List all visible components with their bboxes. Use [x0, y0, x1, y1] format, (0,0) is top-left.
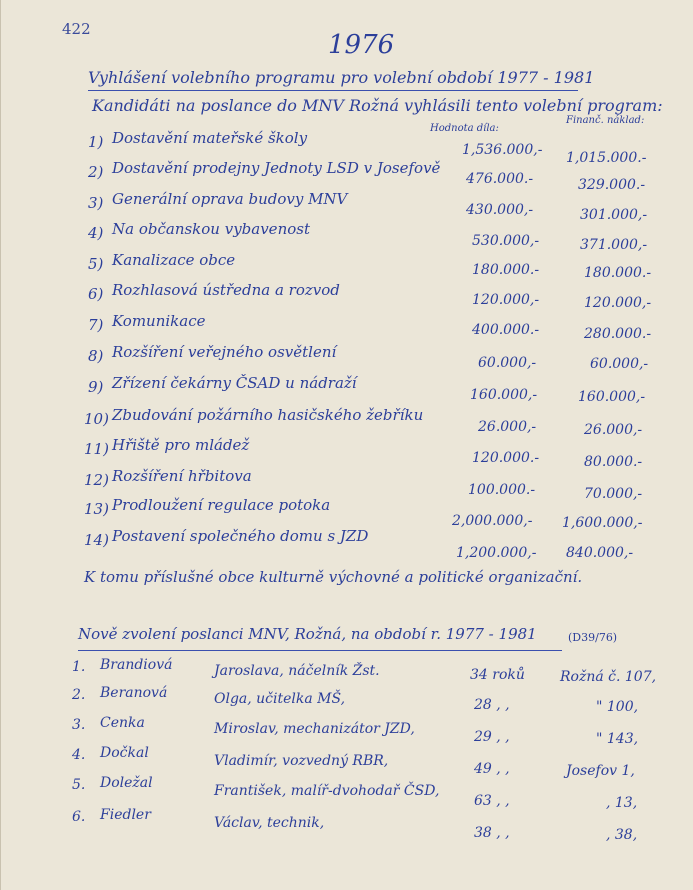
item-text: Na občanskou vybavenost: [112, 220, 310, 238]
member-address: " 100,: [596, 699, 639, 715]
item-cost: 329.000.-: [578, 177, 646, 193]
item-number: 3): [88, 194, 104, 212]
item-cost: 180.000.-: [584, 265, 652, 281]
item-number: 6): [88, 285, 104, 303]
item-text: Hřiště pro mládež: [112, 436, 250, 454]
item-text: Dostavění mateřské školy: [112, 129, 308, 147]
item-value: 120.000,-: [472, 292, 540, 308]
item-value: 476.000.-: [466, 171, 534, 187]
item-value: 26.000,-: [478, 419, 537, 435]
item-value: 400.000.-: [472, 322, 540, 338]
member-details: Vladimír, vozvedný RBR,: [214, 753, 389, 769]
member-age: 49 , ,: [474, 761, 510, 777]
item-number: 2): [88, 163, 104, 181]
item-text: Kanalizace obce: [112, 251, 236, 269]
item-number: 1): [88, 133, 104, 151]
member-details: Václav, technik,: [214, 815, 325, 831]
item-value: 2,000.000,-: [452, 513, 533, 529]
member-details: Jaroslava, náčelník Žst.: [214, 663, 380, 679]
member-address: , 38,: [606, 827, 638, 843]
item-number: 5): [88, 255, 104, 273]
item-value: 430.000,-: [466, 202, 534, 218]
item-text: Postavení společného domu s JZD: [112, 527, 369, 545]
item-value: 160.000,-: [470, 387, 538, 403]
column-header-value: Hodnota díla:: [430, 123, 499, 134]
item-number: 11): [84, 440, 109, 458]
item-cost: 1,600.000,-: [562, 515, 643, 531]
closing-line: K tomu příslušné obce kulturně výchovné a politické organizační.: [84, 568, 583, 586]
page-edge-line: [0, 0, 1, 890]
member-age: 34 roků: [470, 667, 525, 683]
members-reference-note: (D39/76): [568, 631, 618, 644]
member-number: 1.: [72, 659, 86, 675]
item-cost: 70.000,-: [584, 486, 643, 502]
member-surname: Fiedler: [100, 807, 151, 823]
item-cost: 26.000,-: [584, 422, 643, 438]
member-age: 28 , ,: [474, 697, 510, 713]
member-surname: Dočkal: [100, 745, 149, 761]
member-number: 3.: [72, 717, 86, 733]
member-address: , 13,: [606, 795, 638, 811]
member-age: 38 , ,: [474, 825, 510, 841]
item-number: 7): [88, 316, 104, 334]
year-heading: 1976: [328, 30, 395, 60]
member-age: 29 , ,: [474, 729, 510, 745]
item-text: Rozhlasová ústředna a rozvod: [112, 281, 340, 299]
member-number: 2.: [72, 687, 86, 703]
item-number: 9): [88, 378, 104, 396]
item-number: 4): [88, 224, 104, 242]
member-surname: Brandiová: [100, 657, 173, 673]
item-value: 1,536.000,-: [462, 142, 543, 158]
item-cost: 371.000,-: [580, 237, 648, 253]
item-text: Komunikace: [112, 312, 206, 330]
item-cost: 80.000.-: [584, 454, 643, 470]
item-cost: 60.000,-: [590, 356, 649, 372]
member-details: Olga, učitelka MŠ,: [214, 691, 346, 707]
program-heading: Vyhlášení volebního programu pro volební období 1977 - 1981: [88, 68, 595, 87]
page-number: 422: [62, 20, 91, 38]
item-cost: 160.000,-: [578, 389, 646, 405]
item-number: 14): [84, 531, 109, 549]
item-value: 120.000.-: [472, 450, 540, 466]
item-text: Generální oprava budovy MNV: [112, 190, 348, 208]
column-header-financial: Finanč. náklad:: [566, 115, 645, 126]
member-address: Josefov 1,: [566, 763, 635, 779]
item-value: 1,200.000,-: [456, 545, 537, 561]
heading-underline: [88, 90, 578, 91]
member-address: Rožná č. 107,: [560, 669, 657, 685]
item-text: Zbudování požárního hasičského žebříku: [112, 406, 424, 424]
item-text: Rozšíření veřejného osvětlení: [112, 343, 337, 361]
member-number: 6.: [72, 809, 86, 825]
item-cost: 840.000,-: [566, 545, 634, 561]
item-number: 12): [84, 471, 109, 489]
item-number: 8): [88, 347, 104, 365]
member-surname: Doležal: [100, 775, 153, 791]
item-number: 13): [84, 500, 109, 518]
member-surname: Beranová: [100, 685, 168, 701]
item-text: Rozšíření hřbitova: [112, 467, 252, 485]
member-details: František, malíř-dvohodař ČSD,: [214, 783, 440, 799]
members-heading: Nově zvolení poslanci MNV, Rožná, na období r. 1977 - 1981: [78, 625, 537, 643]
item-cost: 280.000.-: [584, 326, 652, 342]
member-age: 63 , ,: [474, 793, 510, 809]
member-details: Miroslav, mechanizátor JZD,: [214, 721, 415, 737]
program-subheading: Kandidáti na poslance do MNV Rožná vyhlásili tento volební program:: [92, 96, 663, 115]
item-cost: 1,015.000.-: [566, 150, 647, 166]
member-surname: Cenka: [100, 715, 145, 731]
item-value: 100.000.-: [468, 482, 536, 498]
item-value: 530.000,-: [472, 233, 540, 249]
item-value: 180.000.-: [472, 262, 540, 278]
item-text: Dostavění prodejny Jednoty LSD v Josefově: [112, 159, 441, 177]
item-cost: 120.000,-: [584, 295, 652, 311]
member-number: 5.: [72, 777, 86, 793]
item-cost: 301.000,-: [580, 207, 648, 223]
item-number: 10): [84, 410, 109, 428]
member-address: " 143,: [596, 731, 639, 747]
item-text: Prodloužení regulace potoka: [112, 496, 331, 514]
member-number: 4.: [72, 747, 86, 763]
members-heading-underline: [78, 650, 562, 651]
item-text: Zřízení čekárny ČSAD u nádraží: [112, 374, 357, 392]
item-value: 60.000,-: [478, 355, 537, 371]
